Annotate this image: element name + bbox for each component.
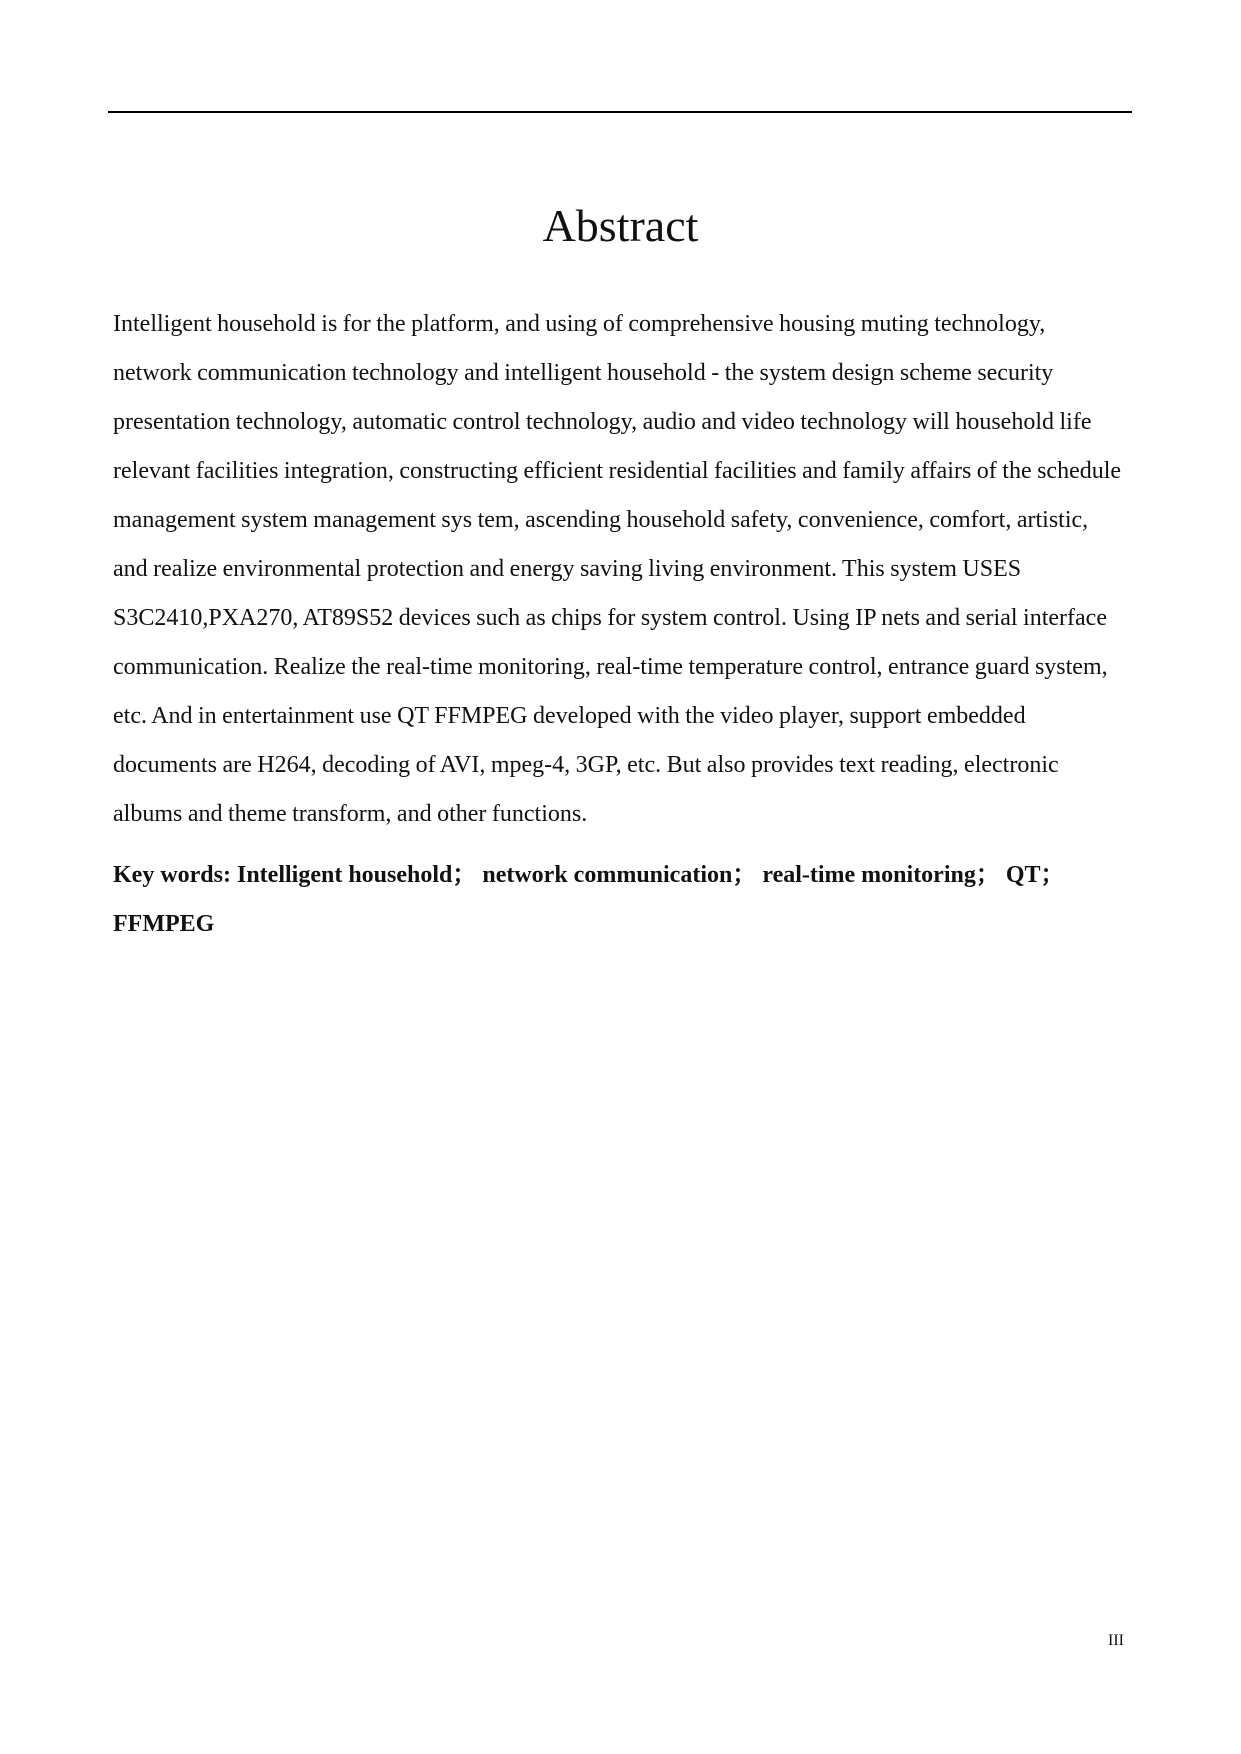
header-rule <box>108 111 1132 113</box>
keywords-line: Key words: Intelligent household； network communication； real-time monitoring； QT； FFMPEG <box>113 862 1065 937</box>
abstract-paragraph: Intelligent household is for the platform, and using of comprehensive housing muting technology, network communication technology and intelligent household - the system design scheme security presentation technology, automatic control technology, audio and video technology will household life relevant facilities integration, constructing efficient residential facilities and family affairs of the schedule management system management sys tem, ascending household safety, convenience, comfort, artistic, and realize environmental protection and energy saving living environment. This system USES S3C2410,PXA270, AT89S52 devices such as chips for system control. Using IP nets and serial interface communication. Realize the real-time monitoring, real-time temperature control, entrance guard system, etc. And in entertainment use QT FFMPEG developed with the video player, support embedded documents are H264, decoding of AVI, mpeg-4, 3GP, etc. But also provides text reading, electronic albums and theme transform, and other functions. <box>113 311 1122 827</box>
page-number: III <box>1108 1632 1124 1649</box>
page-title: Abstract <box>542 200 699 251</box>
